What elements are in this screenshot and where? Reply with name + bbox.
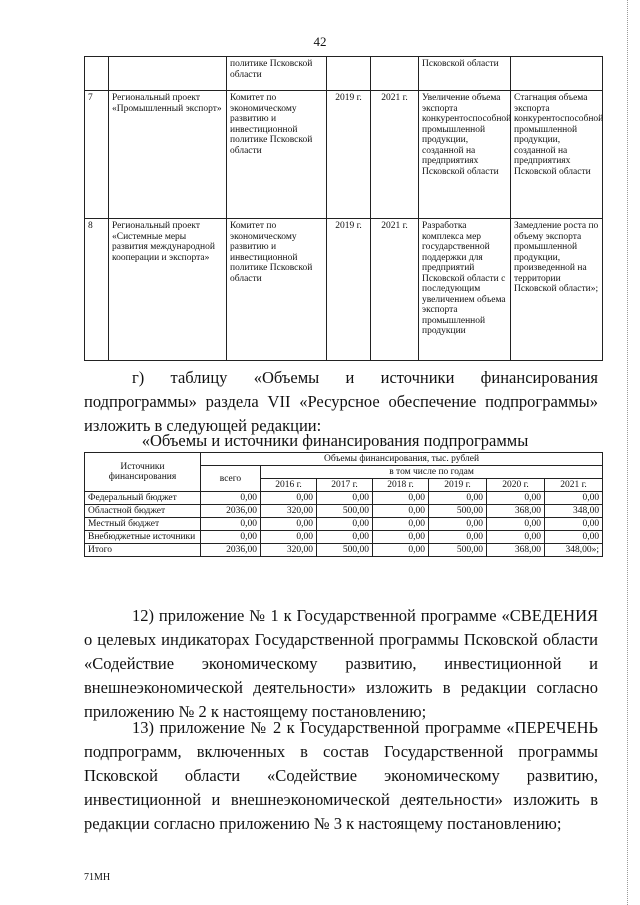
year-value: 0,00	[373, 531, 429, 544]
year-value: 0,00	[545, 531, 603, 544]
table-cell	[371, 57, 419, 91]
table-cell: политике Псковской области	[227, 57, 327, 91]
paragraph-g: г) таблицу «Объемы и источники финансирования подпрограммы» раздела VII «Ресурсное обеспечение подпрограммы» изложить в следующей редакции:	[84, 368, 598, 435]
year-value: 0,00	[317, 518, 373, 531]
year-value: 0,00	[373, 505, 429, 518]
year-value: 0,00	[429, 531, 487, 544]
table-row	[85, 531, 603, 544]
year-value: 0,00	[487, 492, 545, 505]
expected-result: Разработка комплекса мер государственной поддержки для предприятий Псковской области с последующим увеличением объема экспорта промышленной продукции	[419, 219, 511, 361]
start-year: 2019 г.	[327, 219, 371, 361]
total-value: 0,00	[201, 531, 261, 544]
table-row	[85, 492, 603, 505]
year-value: 0,00	[373, 518, 429, 531]
measures-table	[84, 56, 603, 361]
year-value: 0,00	[317, 531, 373, 544]
year-value: 0,00	[487, 531, 545, 544]
scan-margin-line	[627, 0, 629, 905]
total-value: 0,00	[201, 518, 261, 531]
table-cell	[327, 57, 371, 91]
header-sources: Источники финансирования	[85, 453, 201, 492]
start-year: 2019 г.	[327, 91, 371, 219]
table-header-row	[85, 453, 603, 466]
year-header: 2021 г.	[545, 479, 603, 492]
year-value: 0,00	[487, 518, 545, 531]
project-name: Региональный проект «Системные меры развития международной кооперации и экспорта»	[109, 219, 227, 361]
end-year: 2021 г.	[371, 219, 419, 361]
year-header: 2018 г.	[373, 479, 429, 492]
year-header: 2017 г.	[317, 479, 373, 492]
year-value: 320,00	[261, 544, 317, 557]
header-years: в том числе по годам	[261, 466, 603, 479]
end-year: 2021 г.	[371, 91, 419, 219]
page-number: 42	[313, 34, 327, 49]
table-cell	[109, 57, 227, 91]
header-total: всего	[201, 466, 261, 492]
table-row	[85, 544, 603, 557]
risk-consequence: Замедление роста по объему экспорта промышленной продукции, произведенной на территории Псковской области»;	[511, 219, 603, 361]
table-row	[85, 505, 603, 518]
row-number: 7	[85, 91, 109, 219]
year-value: 0,00	[545, 518, 603, 531]
source-label: Внебюджетные источники	[85, 531, 201, 544]
paragraph-13: 13) приложение № 2 к Государственной программе «ПЕРЕЧЕНЬ подпрограмм, включенных в состав Государственной программы Псковской области «Содействие экономическому развитию, инвестиционной и внешнеэкономической деятельности» изложить в редакции согласно приложению № 3 к настоящему постановлению;	[84, 718, 598, 833]
year-value: 0,00	[429, 492, 487, 505]
year-value: 0,00	[373, 544, 429, 557]
source-label: Итого	[85, 544, 201, 557]
footer-code: 71МН	[84, 872, 111, 883]
financing-table	[84, 452, 603, 557]
table-cell	[85, 57, 109, 91]
total-value: 2036,00	[201, 505, 261, 518]
year-value: 0,00	[373, 492, 429, 505]
table2-title: «Объемы и источники финансирования подпрограммы	[141, 431, 529, 450]
year-value: 368,00	[487, 544, 545, 557]
year-value: 500,00	[429, 544, 487, 557]
responsible-org: Комитет по экономическому развитию и инвестиционной политике Псковской области	[227, 219, 327, 361]
year-value: 0,00	[317, 492, 373, 505]
table-row	[85, 91, 603, 219]
project-name: Региональный проект «Промышленный экспорт»	[109, 91, 227, 219]
year-value: 500,00	[429, 505, 487, 518]
year-header: 2020 г.	[487, 479, 545, 492]
year-value: 0,00	[545, 492, 603, 505]
row-number: 8	[85, 219, 109, 361]
paragraph-12: 12) приложение № 1 к Государственной программе «СВЕДЕНИЯ о целевых индикаторах Государственной программы Псковской области «Содействие экономическому развитию, инвестиционной и внешнеэкономической деятельности» изложить в редакции согласно приложению № 2 к настоящему постановлению;	[84, 606, 598, 721]
table-row	[85, 518, 603, 531]
year-value: 500,00	[317, 544, 373, 557]
source-label: Федеральный бюджет	[85, 492, 201, 505]
source-label: Областной бюджет	[85, 505, 201, 518]
year-value: 348,00»;	[545, 544, 603, 557]
year-value: 0,00	[261, 531, 317, 544]
table-cell: Псковской области	[419, 57, 511, 91]
table-row	[85, 57, 603, 91]
header-volumes: Объемы финансирования, тыс. рублей	[201, 453, 603, 466]
risk-consequence: Стагнация объема экспорта конкурентоспособной промышленной продукции, созданной на предприятиях Псковской области	[511, 91, 603, 219]
total-value: 0,00	[201, 492, 261, 505]
table-row	[85, 219, 603, 361]
table-cell	[511, 57, 603, 91]
year-value: 368,00	[487, 505, 545, 518]
year-value: 500,00	[317, 505, 373, 518]
year-header: 2019 г.	[429, 479, 487, 492]
year-header: 2016 г.	[261, 479, 317, 492]
year-value: 0,00	[261, 518, 317, 531]
year-value: 320,00	[261, 505, 317, 518]
total-value: 2036,00	[201, 544, 261, 557]
responsible-org: Комитет по экономическому развитию и инвестиционной политике Псковской области	[227, 91, 327, 219]
year-value: 0,00	[261, 492, 317, 505]
expected-result: Увеличение объема экспорта конкурентоспособной промышленной продукции, созданной на предприятиях Псковской области	[419, 91, 511, 219]
source-label: Местный бюджет	[85, 518, 201, 531]
year-value: 348,00	[545, 505, 603, 518]
year-value: 0,00	[429, 518, 487, 531]
